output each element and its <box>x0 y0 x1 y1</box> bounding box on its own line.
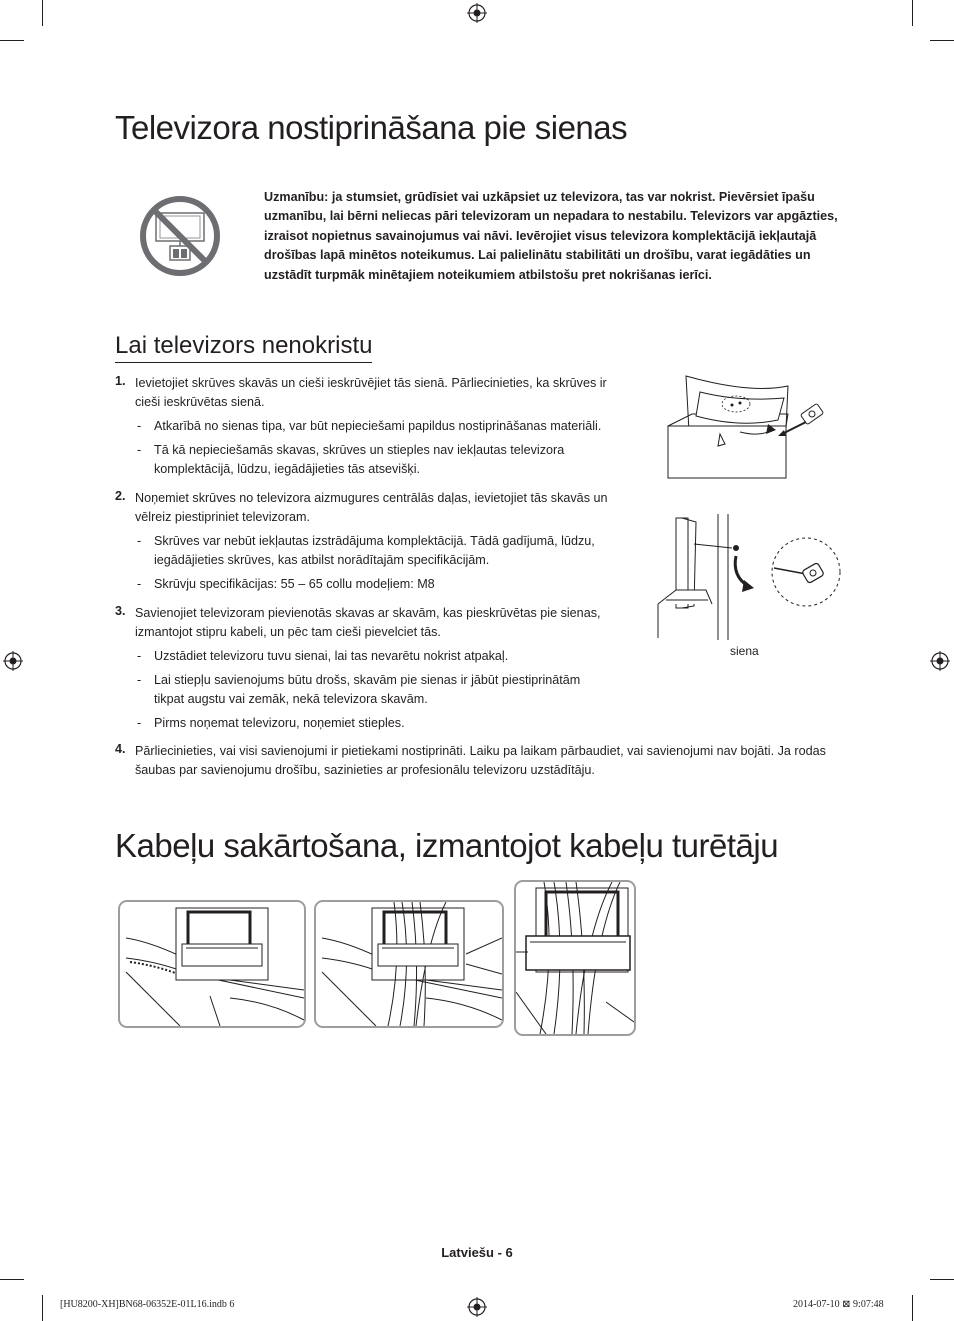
crop-mark <box>912 1295 913 1321</box>
text-line: Ievietojiet skrūves skavās un cieši ieskrūvējiet tās sienā. Pārliecinieties, ka skrūves ir <box>135 376 607 390</box>
text-line: Atkarībā no sienas tipa, var būt nepieciešami papildus nostiprināšanas materiāli. <box>154 419 602 433</box>
text-line: tikpat augstu vai zemāk, nekā televizora skavām. <box>154 692 428 707</box>
subsection-title: Lai televizors nenokristu <box>115 331 372 363</box>
text-line: šaubas par savienojumu drošību, sazinieties ar profesionālu televizoru uzstādītāju. <box>135 763 595 778</box>
step-number: 4. <box>115 742 126 756</box>
crop-mark <box>42 0 43 26</box>
footer-filename: [HU8200-XH]BN68-06352E-01L16.indb 6 <box>60 1299 235 1310</box>
text-line: izmantojot stipru kabeli, un pēc tam cieši pievelciet tās. <box>135 625 441 640</box>
no-tipping-tv-icon <box>138 194 222 278</box>
tv-back-bracket-illustration <box>660 372 840 482</box>
text-line: Savienojiet televizoram pievienotās skavas ar skavām, kas pieskrūvētas pie sienas, <box>135 606 601 620</box>
crop-mark <box>912 0 913 26</box>
page-title: Televizora nostiprināšana pie sienas <box>115 109 628 146</box>
text-line: komplektācijā, lūdzu, iegādājieties tās atsevišķi. <box>154 462 420 477</box>
text-line: Skrūvju specifikācijas: 55 – 65 collu modeļiem: M8 <box>154 577 435 591</box>
text-line: cieši ieskrūvētas sienā. <box>135 395 265 410</box>
crop-mark <box>930 40 954 41</box>
text-line: Tā kā nepieciešamās skavas, skrūves un stieples nav iekļautas televizora <box>154 443 565 457</box>
step-number: 2. <box>115 489 126 503</box>
warning-text: Uzmanību: ja stumsiet, grūdīsiet vai uzkāpsiet uz televizora, tas var nokrist. Pievērsiet īpašu uzmanību, lai bērni neliecas pāri televizoram un nepadara to nestabilu. Televizors var apgāzties, izraisot nopietnus savainojumus vai nāvi. Ievērojiet visus televizora komplektācijā iekļautajā drošības lapā minētos noteikumus. Lai palielinātu stabilitāti un drošību, varat iegādāties un uzstādīt turpmāk minētajiem noteikumiem atbilstošu pret nokrišanas ierīci. <box>264 190 838 282</box>
page-number: Latviešu - 6 <box>441 1245 513 1260</box>
step-text <box>135 604 635 643</box>
registration-mark-icon <box>3 651 23 671</box>
registration-mark-icon <box>467 1297 487 1317</box>
crop-mark <box>930 1279 954 1280</box>
cable-holder-drawing <box>516 882 634 1034</box>
crop-mark <box>0 40 24 41</box>
step-number: 1. <box>115 374 126 388</box>
crop-mark <box>0 1279 24 1280</box>
text-line: Uzstādiet televizoru tuvu sienai, lai tas nevarētu nokrist atpakaļ. <box>154 649 509 663</box>
section-title: Kabeļu sakārtošana, izmantojot kabeļu turētāju <box>115 827 779 864</box>
text-line: Noņemiet skrūves no televizora aizmugures centrālās daļas, ievietojiet tās skavās un <box>135 491 608 505</box>
text-line: Pirms noņemat televizoru, noņemiet stieples. <box>154 716 405 730</box>
wall-label: siena <box>730 644 759 658</box>
cable-holder-drawing <box>120 902 304 1026</box>
step-text <box>135 374 635 413</box>
text-line: Skrūves var nebūt iekļautas izstrādājuma komplektācijā. Tādā gadījumā, lūdzu, <box>154 534 595 548</box>
cable-holder-illustration-3 <box>514 880 636 1036</box>
step-text <box>135 742 835 781</box>
cable-holder-drawing <box>316 902 502 1026</box>
text-line: Lai stiepļu savienojums būtu drošs, skavām pie sienas ir jābūt piestiprinātām <box>154 673 581 687</box>
text-line: iegādājieties skrūves, kas atbilst norādītajām specifikācijām. <box>154 553 490 568</box>
registration-mark-icon <box>930 651 950 671</box>
step-text <box>135 489 635 528</box>
tv-wall-wire-illustration <box>656 514 842 642</box>
text-line: Pārliecinieties, vai visi savienojumi ir pietiekami nostiprināti. Laiku pa laikam pārbaudiet, vai savienojumi nav bojāti. Ja rodas <box>135 744 826 758</box>
text-line: vēlreiz piestipriniet televizoram. <box>135 510 310 525</box>
registration-mark-icon <box>467 3 487 23</box>
cable-holder-illustration-1 <box>118 900 306 1028</box>
step-number: 3. <box>115 604 126 618</box>
footer-timestamp: 2014-07-10 ⊠ 9:07:48 <box>793 1299 884 1310</box>
cable-holder-illustration-2 <box>314 900 504 1028</box>
crop-mark <box>42 1295 43 1321</box>
